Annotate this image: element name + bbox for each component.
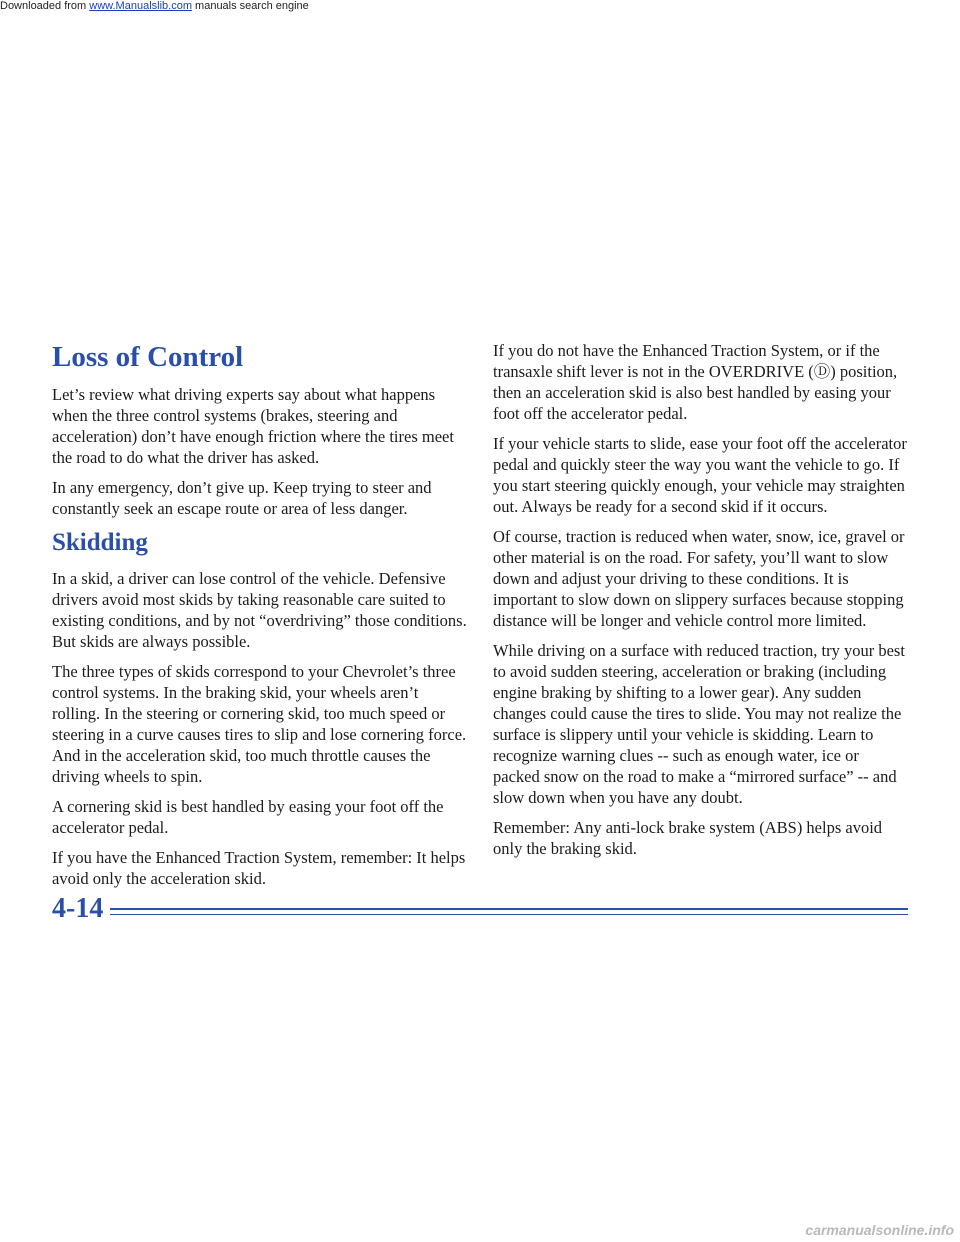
paragraph: In a skid, a driver can lose control of the vehicle. Defensive drivers avoid most skids by taking reasonable care suited to existing conditions, and by not “overdriving” those conditions. But skids are always possible. bbox=[52, 569, 467, 651]
paragraph: A cornering skid is best handled by easing your foot off the accelerator pedal. bbox=[52, 797, 444, 837]
manualslib-link[interactable]: www.Manualslib.com bbox=[89, 0, 192, 12]
paragraph: If you do not have the Enhanced Traction System, or if the transaxle shift lever is not in the OVERDRIVE (Ⓓ) position, then an acceleration skid is also best handled by easing your foot off the accelerator pedal. bbox=[493, 341, 898, 423]
paragraph: If your vehicle starts to slide, ease your foot off the accelerator pedal and quickly steer the way you want the vehicle to go. If you start steering quickly enough, your vehicle may straighten out. Always be ready for a second skid if it occurs. bbox=[493, 434, 907, 516]
right-column bbox=[493, 340, 908, 868]
paragraph: If you have the Enhanced Traction System, remember: It helps avoid only the acceleration skid. bbox=[52, 848, 466, 888]
paragraph: Let’s review what driving experts say about what happens when the three control systems (brakes, steering and acceleration) don’t have enough friction where the tires meet the road to do what the driver has asked. bbox=[52, 385, 454, 467]
footer-rule bbox=[110, 908, 908, 910]
page-number: 4-14 bbox=[52, 893, 104, 924]
watermark-suffix: manuals search engine bbox=[191, 0, 309, 12]
subsection-heading: Skidding bbox=[52, 529, 148, 556]
paragraph: The three types of skids correspond to your Chevrolet’s three control systems. In the braking skid, your wheels aren’t rolling. In the steering or cornering skid, too much speed or steering in a curve causes tires to slip and lose cornering force. And in the acceleration skid, too much throttle causes the driving wheels to spin. bbox=[52, 662, 467, 786]
page-footer bbox=[52, 893, 908, 929]
left-column bbox=[52, 340, 467, 898]
paragraph: While driving on a surface with reduced traction, try your best to avoid sudden steering, acceleration or braking (including engine braking by shifting to a lower gear). Any sudden changes could cause the tires to slide. You may not realize the surface is slippery until your vehicle is skidding. Learn to recognize warning clues -- such as enough water, ice or packed snow on the road to make a “mirrored surface” -- and slow down when you have any doubt. bbox=[493, 641, 905, 807]
watermark-prefix: Downloaded from bbox=[0, 0, 90, 12]
download-watermark bbox=[0, 0, 309, 12]
site-watermark: carmanualsonline.info bbox=[805, 1222, 954, 1238]
footer-rule-thin bbox=[110, 914, 908, 915]
paragraph: Remember: Any anti-lock brake system (ABS) helps avoid only the braking skid. bbox=[493, 818, 883, 858]
section-heading: Loss of Control bbox=[52, 341, 244, 373]
paragraph: Of course, traction is reduced when water, snow, ice, gravel or other material is on the road. For safety, you’ll want to slow down and adjust your driving to these conditions. It is important to slow down on slippery surfaces because stopping distance will be longer and vehicle control more limited. bbox=[493, 527, 905, 630]
paragraph: In any emergency, don’t give up. Keep trying to steer and constantly seek an escape route or area of less danger. bbox=[52, 478, 432, 518]
